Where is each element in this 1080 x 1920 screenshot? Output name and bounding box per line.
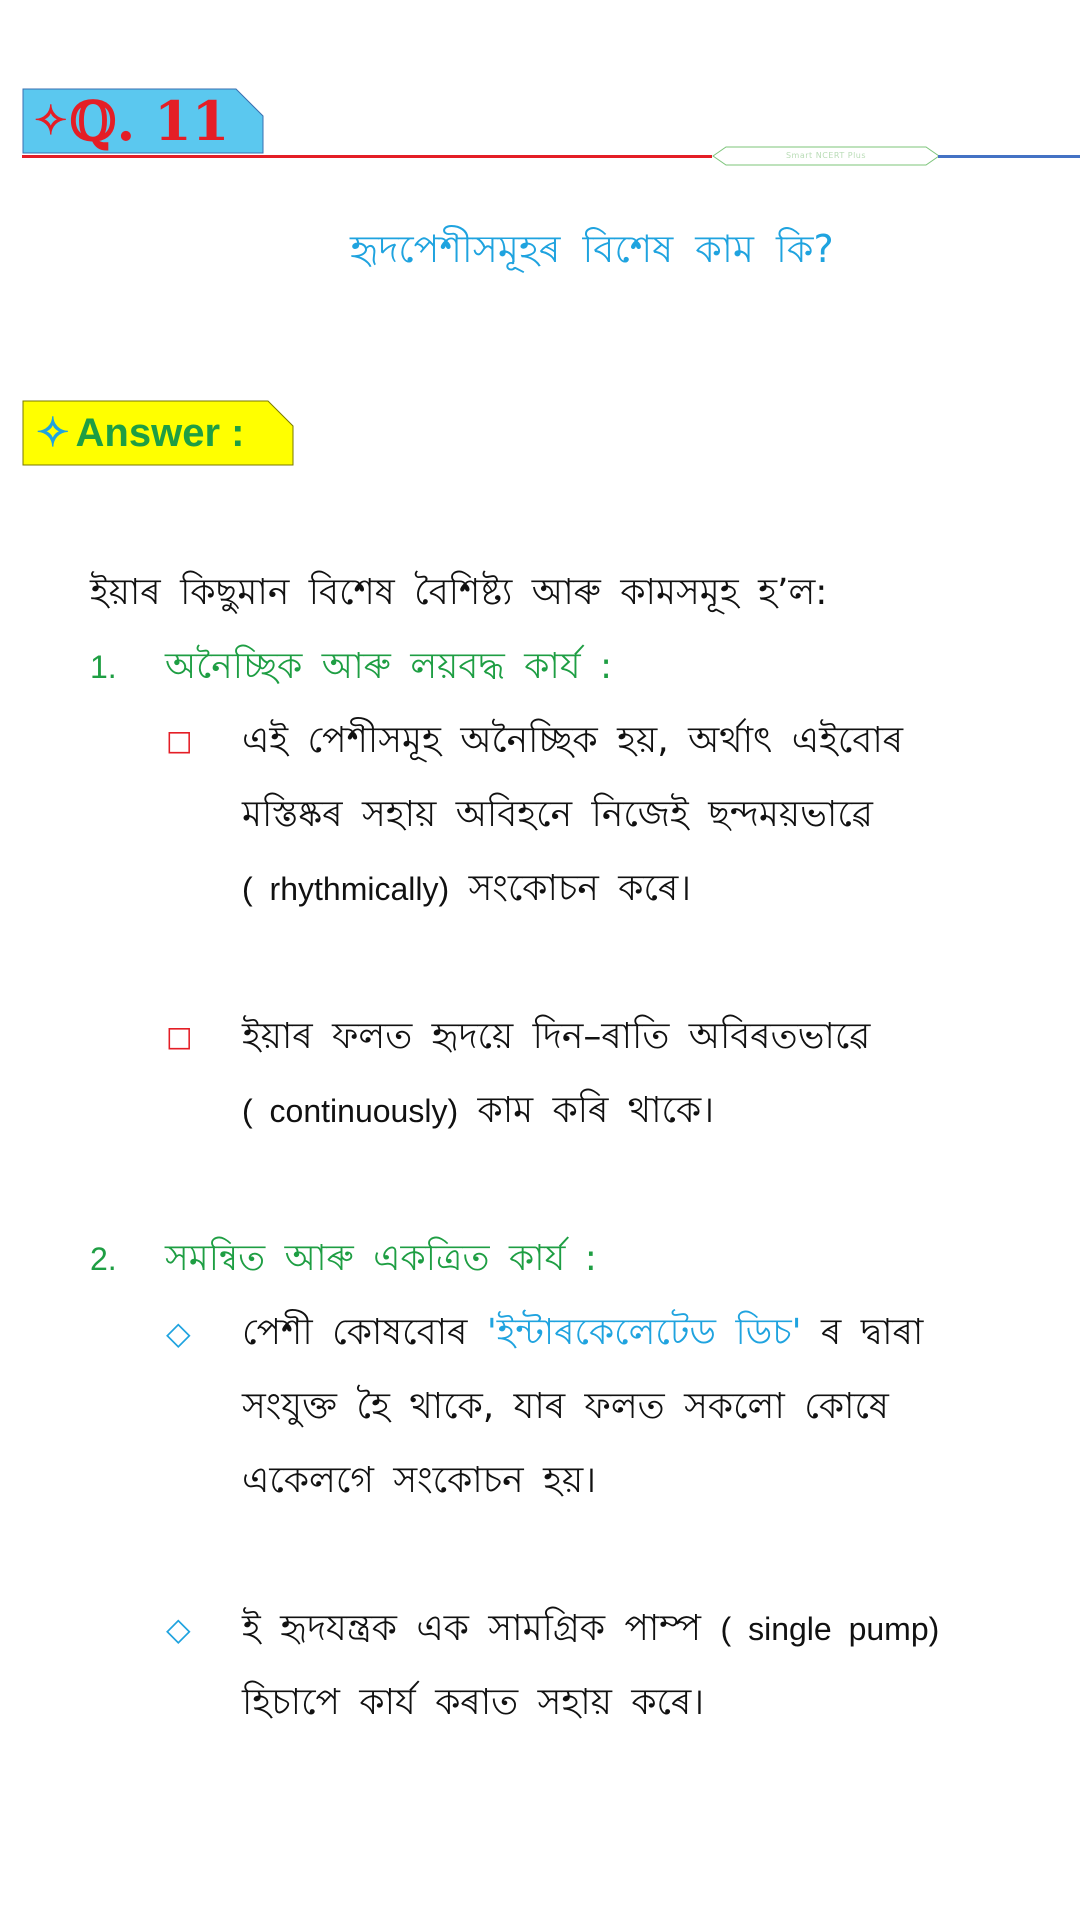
section-title: অনৈচ্ছিক আৰু লয়বদ্ধ কাৰ্য : <box>165 646 613 687</box>
spacer <box>90 1148 990 1222</box>
bullet-line: মস্তিষ্কৰ সহায় অবিহনে নিজেই ছন্দময়ভাৱে <box>242 794 873 835</box>
bullet-line: একেলগে সংকোচন হয়। <box>242 1460 597 1501</box>
answer-label: Answer : <box>75 411 245 455</box>
sparkle-icon: ✧ <box>34 97 68 144</box>
english-term: ( rhythmically) <box>242 871 450 907</box>
bullet-text: ৰ দ্বাৰা <box>801 1312 924 1353</box>
bullet-line: সংযুক্ত হৈ থাকে, যাৰ ফলত সকলো কোষে <box>242 1386 889 1427</box>
section-number: 2. <box>90 1241 117 1277</box>
bullet-item <box>90 704 990 926</box>
bullet-line <box>242 1074 990 1148</box>
highlighted-term: 'ইন্টাৰকেলেটেড ডিচ' <box>486 1312 802 1353</box>
diamond-bullet-icon: ◇ <box>166 1314 191 1352</box>
intro-text: ইয়াৰ কিছুমান বিশেষ বৈশিষ্ট্য আৰু কামসমূহ হ’ল: <box>90 572 828 613</box>
square-bullet-icon: □ <box>166 1020 193 1053</box>
bullet-line <box>242 852 990 926</box>
bullet-line <box>242 1296 990 1370</box>
answer-label-tab <box>22 400 294 466</box>
bullet-text: ই হৃদযন্ত্ৰক এক সামগ্ৰিক পাম্প <box>242 1608 721 1649</box>
bullet-line: এই পেশীসমূহ অনৈচ্ছিক হয়, অৰ্থাৎ এইবোৰ <box>242 720 904 761</box>
brand-text: Smart NCERT Plus <box>785 151 867 160</box>
bullet-item <box>90 1000 990 1148</box>
section-heading <box>90 1222 990 1296</box>
bullet-line <box>242 1592 990 1666</box>
bullet-item <box>90 1296 990 1518</box>
bullet-text: পেশী কোষবোৰ <box>242 1312 487 1353</box>
question-label-tab <box>22 88 264 154</box>
header-divider-blue <box>938 155 1080 158</box>
question-number-label: ℚ. 11 <box>69 89 230 153</box>
sparkle-icon: ✧ <box>36 411 70 455</box>
spacer <box>90 1518 990 1592</box>
bullet-line: হিচাপে কাৰ্য কৰাত সহায় কৰে। <box>242 1682 705 1723</box>
section-number: 1. <box>90 649 117 685</box>
answer-content <box>90 556 990 1740</box>
bullet-line: ইয়াৰ ফলত হৃদয়ে দিন–ৰাতি অবিৰতভাৱে <box>242 1016 871 1057</box>
bullet-item <box>90 1592 990 1740</box>
bullet-text: সংকোচন কৰে। <box>449 868 692 909</box>
spacer <box>90 926 990 1000</box>
question-text: হৃদপেশীসমূহৰ বিশেষ কাম কি? <box>350 227 834 271</box>
question-number <box>34 88 229 154</box>
bullet-text: কাম কৰি থাকে। <box>458 1090 715 1131</box>
english-term: ( single pump) <box>720 1611 940 1647</box>
section-heading <box>90 630 990 704</box>
diamond-bullet-icon: ◇ <box>166 1610 191 1648</box>
english-term: ( continuously) <box>242 1093 459 1129</box>
answer-heading <box>36 400 244 466</box>
square-bullet-icon: □ <box>166 724 193 757</box>
header-divider-red <box>22 155 712 158</box>
brand-tag <box>712 146 940 166</box>
section-title: সমন্বিত আৰু একত্ৰিত কাৰ্য : <box>165 1238 597 1279</box>
